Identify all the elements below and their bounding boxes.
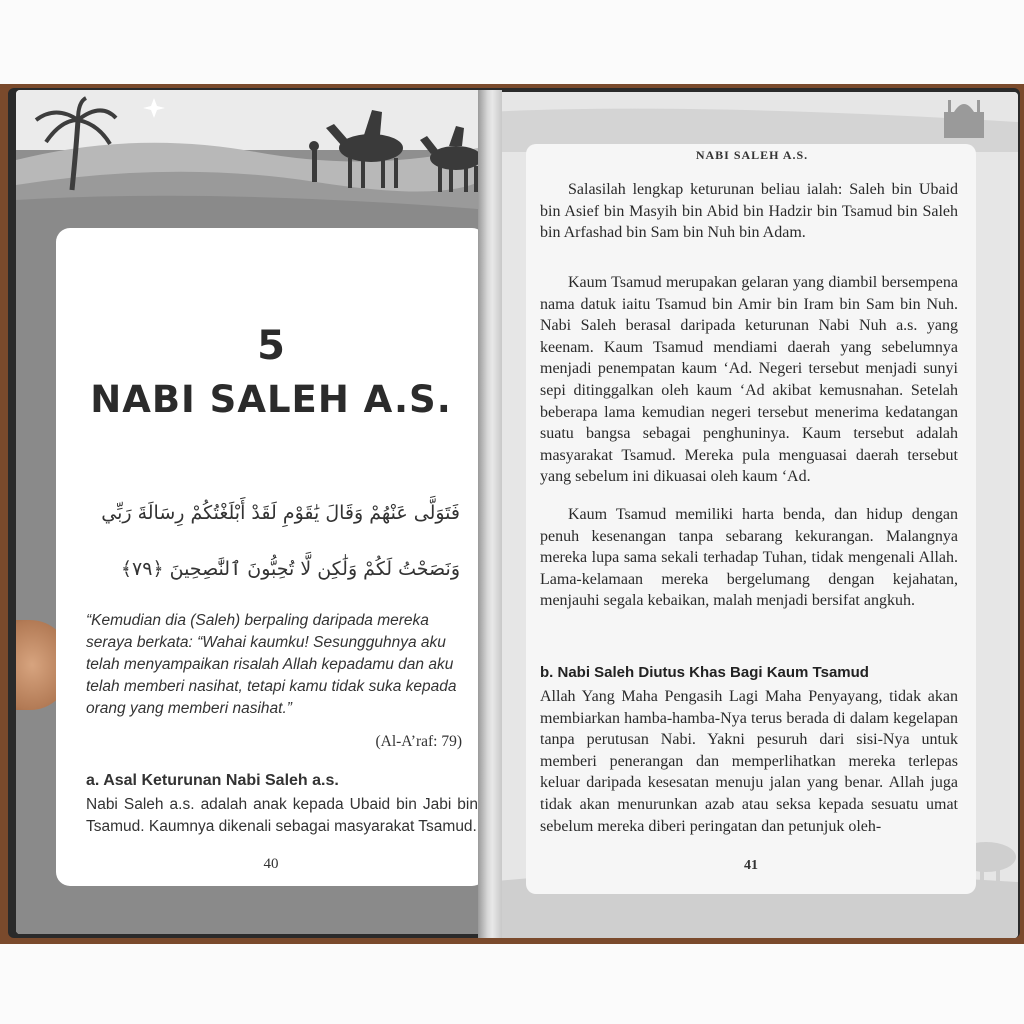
chapter-card	[56, 228, 486, 886]
section-a-body: Nabi Saleh a.s. adalah anak kepada Ubaid bin Jabi bin Tsamud. Kaumnya dikenali sebagai masyarakat Tsamud.	[86, 796, 478, 835]
paragraph-1	[540, 179, 958, 244]
verse-translation: “Kemudian dia (Saleh) berpaling daripada mereka seraya berkata: “Wahai kaumku! Sesungguhnya aku telah menyampaikan risalah Allah kepadamu dan aku telah memberi nasihat, tetapi kamu tidak suka kepada orang yang memberi nasihat.”	[86, 612, 457, 717]
arabic-verse-line-2: وَنَصَحْتُ لَكُمْ وَلَٰكِن لَّا تُحِبُّونَ ٱلنَّٰصِحِينَ ﴿٧٩﴾	[120, 558, 460, 580]
paragraph-4	[540, 686, 958, 837]
section-b-heading: b. Nabi Saleh Diutus Khas Bagi Kaum Tsamud	[540, 664, 869, 681]
page-number-left: 40	[263, 856, 279, 872]
book-gutter	[478, 90, 502, 938]
paragraph-3	[540, 504, 958, 612]
paragraph-1-text: Salasilah lengkap keturunan beliau ialah: Saleh bin Ubaid bin Asief bin Masyih bin Abid bin Hadzir bin Tsamud bin Saleh bin Arfashad bin Sam bin Nuh bin Adam.	[540, 181, 958, 242]
chapter-title: NABI SALEH A.S.	[90, 378, 452, 421]
right-page	[486, 92, 1018, 938]
section-a-heading: a. Asal Keturunan Nabi Saleh a.s.	[86, 772, 339, 789]
paragraph-2-text: Kaum Tsamud merupakan gelaran yang diambil bersempena nama datuk iaitu Tsamud bin Amir bin Iram bin Sam bin Nuh. Nabi Saleh berasal daripada keturunan Nabi Nuh a.s. yang keenam. Kaum Tsamud mendiami daerah yang sebelumnya menjadi penempatan kaum ‘Ad. Negeri tersebut menjadi sunyi sepi ditinggalkan oleh kaum ‘Ad akibat kemusnahan. Setelah beberapa lama kemudian negeri tersebut menerima kedatangan suatu bangsa sebagai penghuninya. Kaum tersebut adalah masyarakat Tsamud. Mereka pula menguasai daerah tersebut yang sebelum ini dikuasai oleh kaum ‘Ad.	[540, 274, 958, 486]
arabic-verse-line-1: فَتَوَلَّى عَنْهُمْ وَقَالَ يَٰقَوْمِ لَقَدْ أَبْلَغْتُكُمْ رِسَالَةَ رَبِّي	[101, 502, 460, 524]
paragraph-3-text: Kaum Tsamud memiliki harta benda, dan hidup dengan penuh kesenangan tanpa sebarang kekurangan. Malangnya mereka lupa sama sekali terhadap Tuhan, tidak mengenali Allah. Lama-kelamaan mereka bergelumang dengan kejahatan, menjauhi segala kebaikan, malah menjadi bersifat angkuh.	[540, 506, 958, 610]
verse-reference: (Al-A’raf: 79)	[375, 733, 462, 750]
paragraph-2	[540, 272, 958, 488]
chapter-number: 5	[257, 323, 285, 369]
left-page	[16, 90, 490, 934]
paragraph-4-text: Allah Yang Maha Pengasih Lagi Maha Penyayang, tidak akan membiarkan hamba-hamba-Nya terus berada di dalam kegelapan tanpa perutusan Nabi. Yakni pesuruh dari sisi-Nya untuk memberi penerangan dan memperlihatkan mereka terlepas keluar daripada kesesatan menuju jalan yang benar. Allah juga tidak akan menurunkan azab atau seksa kepada sesuatu umat sebelum mereka diberi peringatan dan petunjuk oleh-	[540, 688, 958, 835]
page-number-right: 41	[744, 858, 758, 873]
running-head: NABI SALEH A.S.	[695, 148, 809, 162]
